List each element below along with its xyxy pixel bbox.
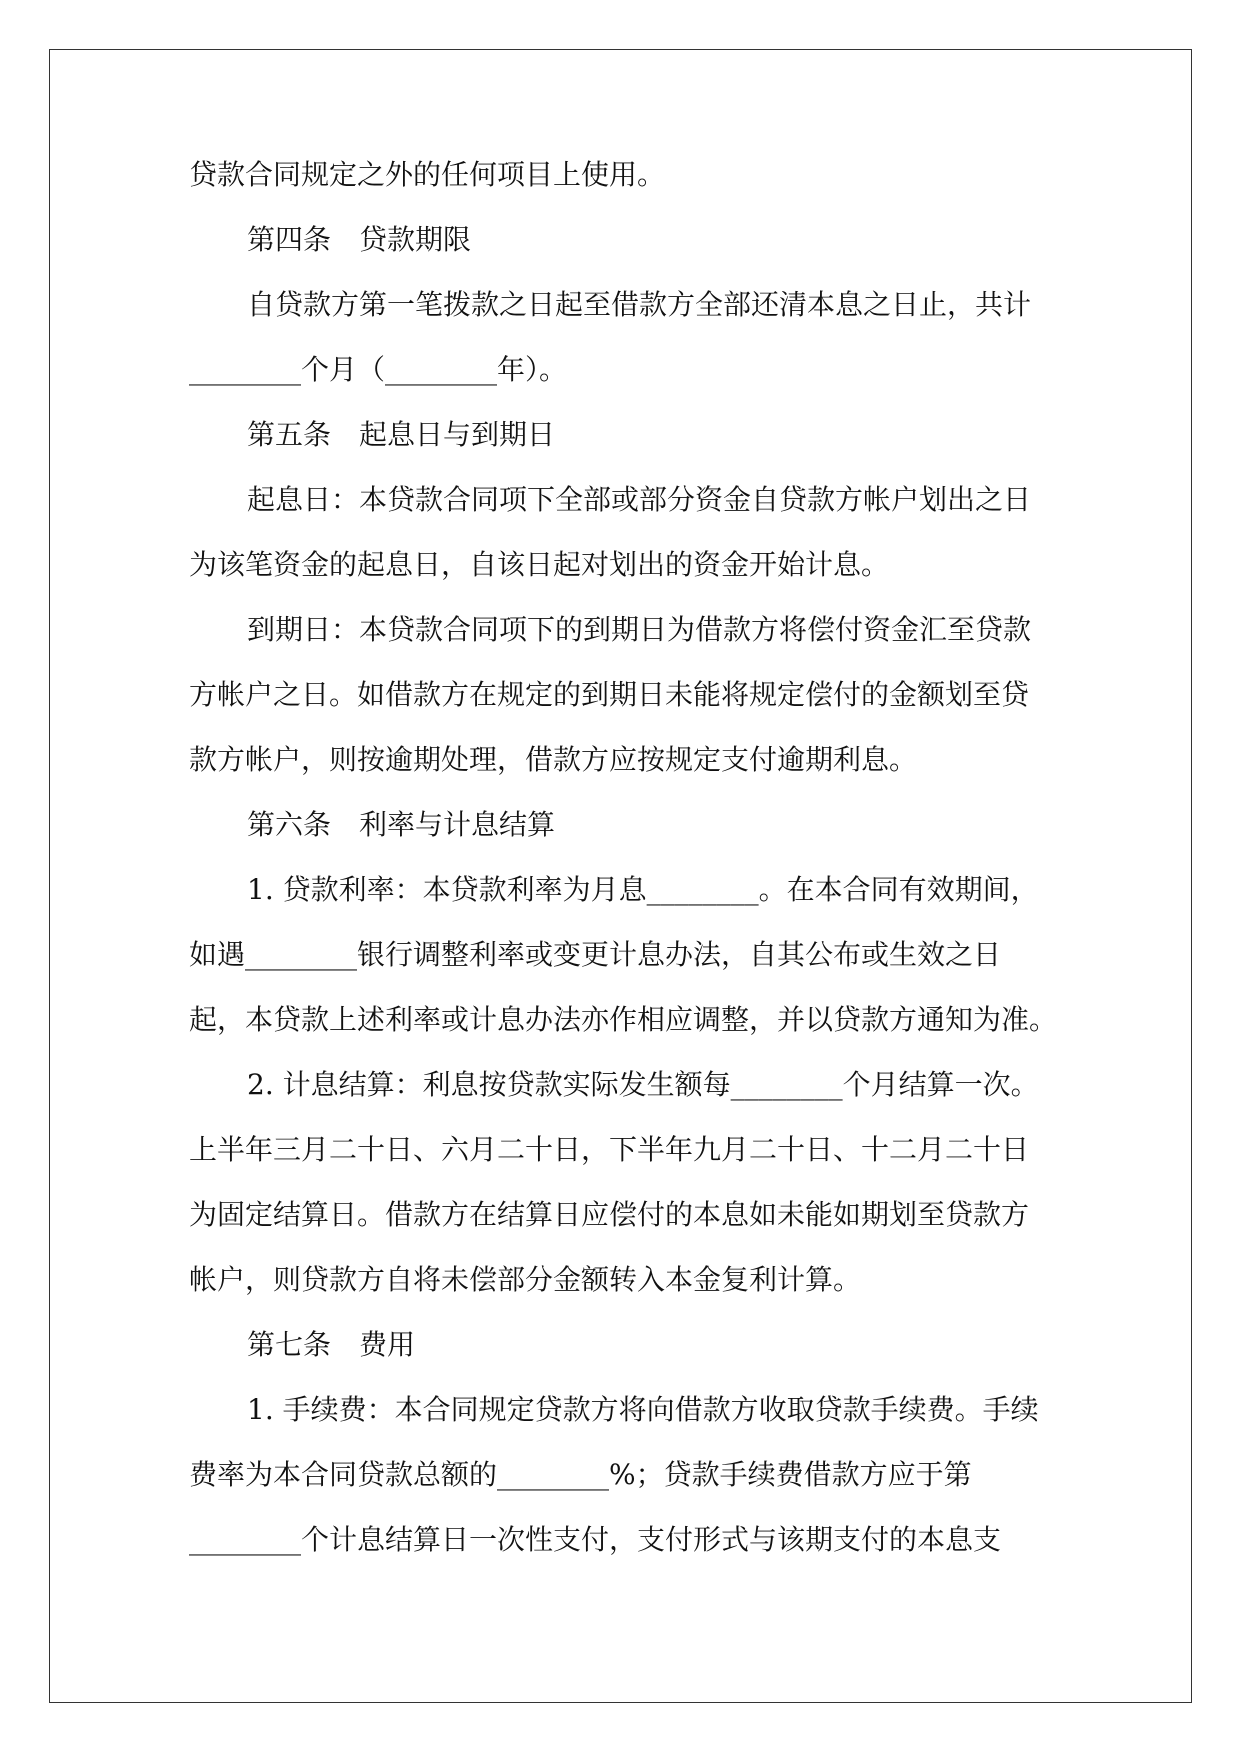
article-5-heading: 第五条 起息日与到期日 [247, 418, 556, 451]
text-line: 方帐户之日。如借款方在规定的到期日未能将规定偿付的金额划至贷 [189, 678, 1030, 711]
text-line: 自贷款方第一笔拨款之日起至借款方全部还清本息之日止，共计 [247, 288, 1032, 321]
text-line: 起，本贷款上述利率或计息办法亦作相应调整，并以贷款方通知为准。 [189, 1003, 1058, 1036]
article-4-heading: 第四条 贷款期限 [247, 223, 472, 256]
text-line: 到期日：本贷款合同项下的到期日为借款方将偿付资金汇至贷款 [247, 613, 1032, 646]
text-line: 款方帐户，则按逾期处理，借款方应按规定支付逾期利息。 [189, 743, 918, 776]
article-7-heading: 第七条 费用 [247, 1328, 416, 1361]
article-6-heading: 第六条 利率与计息结算 [247, 808, 556, 841]
document-body [189, 155, 1069, 1585]
text-line: 1. 贷款利率：本贷款利率为月息________。在本合同有效期间， [247, 873, 1039, 906]
text-line: 2. 计息结算：利息按贷款实际发生额每________个月结算一次。 [247, 1068, 1039, 1101]
text-line: ________个计息结算日一次性支付，支付形式与该期支付的本息支 [189, 1523, 1002, 1556]
text-line: 上半年三月二十日、六月二十日，下半年九月二十日、十二月二十日 [189, 1133, 1030, 1166]
text-line: 1. 手续费：本合同规定贷款方将向借款方收取贷款手续费。手续 [247, 1393, 1039, 1426]
text-line: 起息日：本贷款合同项下全部或部分资金自贷款方帐户划出之日 [247, 483, 1032, 516]
text-line: 为该笔资金的起息日，自该日起对划出的资金开始计息。 [189, 548, 890, 581]
text-line: 为固定结算日。借款方在结算日应偿付的本息如未能如期划至贷款方 [189, 1198, 1030, 1231]
text-line: 贷款合同规定之外的任何项目上使用。 [189, 158, 666, 191]
text-line: 费率为本合同贷款总额的________%；贷款手续费借款方应于第 [189, 1458, 972, 1491]
text-line: ________个月（________年）。 [189, 353, 568, 386]
text-line: 帐户，则贷款方自将未偿部分金额转入本金复利计算。 [189, 1263, 862, 1296]
text-line: 如遇________银行调整利率或变更计息办法，自其公布或生效之日 [189, 938, 1002, 971]
